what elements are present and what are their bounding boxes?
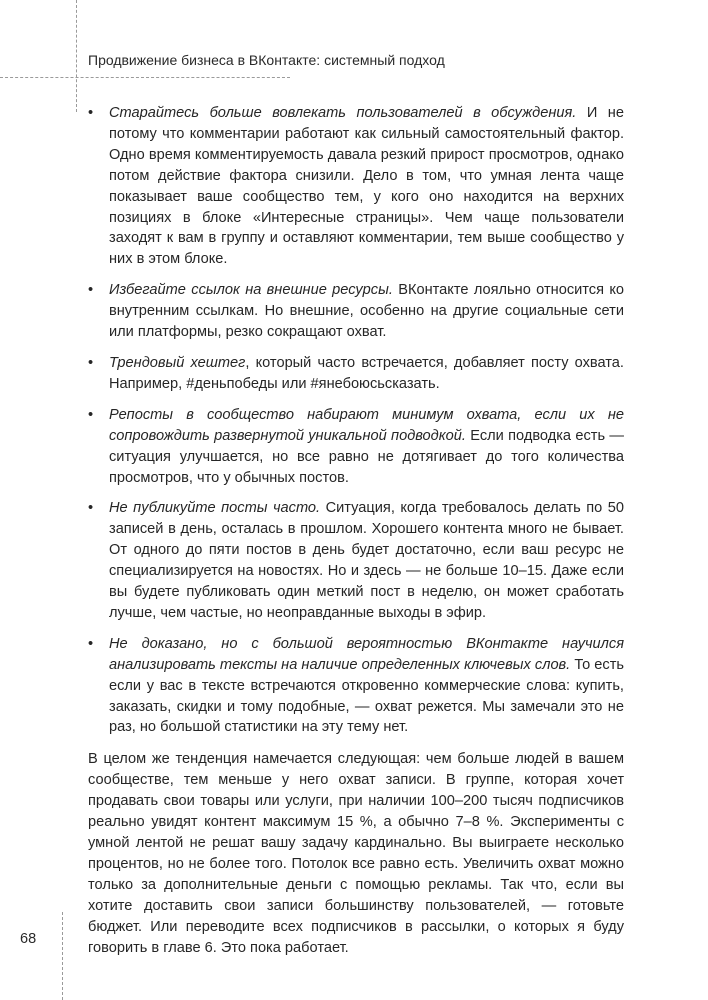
bullet-item: [88, 498, 624, 623]
bullet-text: Если подводка есть — ситуация улучшается, но все равно не дотягивает до того количества просмотров, что у обычных постов.: [109, 427, 625, 486]
crop-mark-bottom-vertical: [62, 912, 63, 1000]
bullet-lead: Трендовый хештег: [109, 354, 246, 371]
bullet-item: [88, 280, 624, 343]
bullet-lead: Избегайте ссылок на внешние ресурсы.: [109, 282, 393, 299]
bullet-text: То есть если у вас в тексте встречаются откровенно коммерческие слова: купить, заказать, скидки и тому подобные, — охват режется. Мы замечали это не раз, но большой статистики на эту тему нет.: [109, 656, 624, 736]
body-paragraph: В целом же тенденция намечается следующая: чем больше людей в вашем сообществе, тем меньше у него охват записи. В группе, которая хочет продавать свои товары или услуги, при наличии 100–200 тысяч подписчиков реально увидят контент максимум 15 %, а обычно 7–8 %. Эксперименты с умной лентой не решат вашу задачу кардинально. Вы выиграете несколько процентов, но не более того. Потолок все равно есть. Увеличить охват можно только за дополнительные деньги с помощью рекламы. Так что, если вы хотите доставить свои записи большинству пользователей, — готовьте бюджет. Или переводите всех подписчиков в рассылки, о которых я буду говорить в главе 6. Это пока работает.: [88, 751, 624, 956]
bullet-text: ВКонтакте лояльно относится ко внутренним ссылкам. Но внешние, особенно на другие социальные сети или платформы, резко сокращают охват.: [109, 282, 624, 341]
bullet-text: И не потому что комментарии работают как сильный самостоятельный фактор. Одно время комментируемость давала резкий прирост просмотров, однако потом действие фактора снизили. Дело в том, что умная лента чаще показывает ваше сообщество тем, у кого оно находится на верхних позициях в блоке «Интересные страницы». Чем чаще пользователи заходят к вам в группу и оставляют комментарии, тем выше сообщество у них в этом блоке.: [109, 105, 624, 268]
bullet-lead: Старайтесь больше вовлекать пользователей в обсуждения.: [109, 105, 577, 121]
page-number: 68: [20, 931, 37, 947]
crop-mark-top-vertical: [76, 0, 77, 112]
running-header: Продвижение бизнеса в ВКонтакте: системный подход: [88, 52, 445, 68]
bullet-list: [88, 103, 624, 738]
bullet-item: [88, 353, 624, 395]
bullet-lead: Не публикуйте посты часто.: [109, 500, 321, 517]
bullet-item: [88, 634, 624, 739]
crop-mark-top-horizontal: [0, 77, 290, 78]
bullet-lead: Не доказано, но с большой вероятностью ВКонтакте научился анализировать тексты на наличие определенных ключевых слов.: [109, 635, 624, 673]
bullet-text: Ситуация, когда требовалось делать по 50 записей в день, осталась в прошлом. Хорошего контента много не бывает. От одного до пяти постов в день будет достаточно, если ваш ресурс не специализируется на новостях. Но и здесь — не больше 10–15. Даже если вы будете публиковать один меткий пост в неделю, он может сработать лучше, чем частые, но неоправданные выходы в эфир.: [109, 500, 624, 621]
page-content: [88, 103, 624, 958]
bullet-item: [88, 405, 624, 489]
bullet-item: [88, 103, 624, 270]
bullet-lead: Репосты в сообщество набирают минимум охвата, если их не сопровождить развернутой уникальной подводкой.: [109, 406, 624, 444]
bullet-text: , который часто встречается, добавляет посту охвата. Например, #деньпобеды или #янебоюсьсказать.: [109, 354, 624, 392]
